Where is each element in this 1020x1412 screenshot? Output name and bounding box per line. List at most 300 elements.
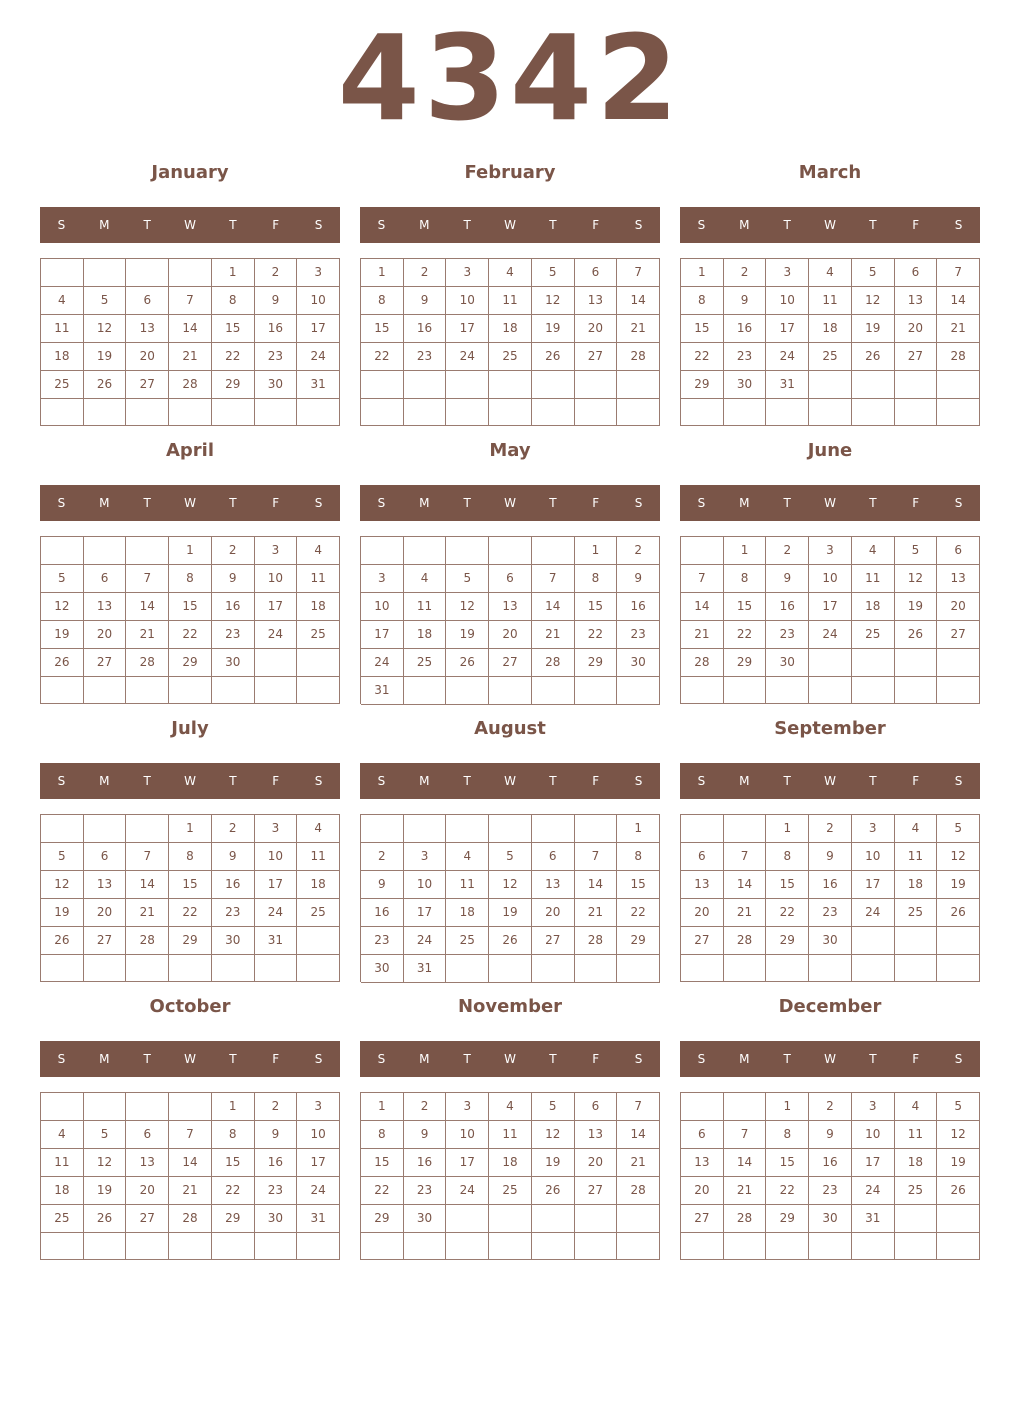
empty-cell — [361, 815, 404, 843]
day-cell: 21 — [681, 621, 724, 649]
weekday-label: F — [272, 218, 280, 232]
day-cell: 28 — [617, 343, 660, 371]
day-cell: 4 — [446, 843, 489, 871]
day-cell: 18 — [41, 343, 84, 371]
day-cell: 8 — [766, 843, 809, 871]
day-grid — [360, 1092, 660, 1260]
weekday-label: F — [592, 774, 600, 788]
day-cell: 28 — [937, 343, 980, 371]
day-cell: 24 — [809, 621, 852, 649]
day-cell: 17 — [404, 899, 447, 927]
day-cell: 18 — [489, 315, 532, 343]
day-cell: 16 — [404, 1149, 447, 1177]
empty-cell — [532, 399, 575, 427]
empty-cell — [895, 677, 938, 704]
day-cell: 26 — [852, 343, 895, 371]
weekday-label: M — [99, 1052, 110, 1066]
day-cell: 14 — [575, 871, 618, 899]
day-cell: 12 — [41, 593, 84, 621]
day-cell: 27 — [895, 343, 938, 371]
empty-cell — [681, 1233, 724, 1260]
day-cell: 9 — [809, 1121, 852, 1149]
day-cell: 27 — [84, 649, 127, 677]
day-cell: 31 — [255, 927, 298, 955]
day-cell: 10 — [255, 843, 298, 871]
weekday-label: W — [504, 774, 516, 788]
day-cell: 20 — [575, 315, 618, 343]
weekday-label: T — [463, 218, 471, 232]
empty-cell — [852, 955, 895, 982]
weekday-label: T — [463, 496, 471, 510]
day-cell: 30 — [809, 1205, 852, 1233]
empty-cell — [212, 955, 255, 982]
day-cell: 26 — [532, 1177, 575, 1205]
weekday-label: S — [697, 496, 706, 510]
day-cell: 13 — [126, 315, 169, 343]
weekday-label: S — [57, 1052, 66, 1066]
day-cell: 14 — [126, 871, 169, 899]
day-cell: 19 — [489, 899, 532, 927]
day-cell: 24 — [297, 1177, 340, 1205]
day-cell: 27 — [575, 1177, 618, 1205]
day-cell: 29 — [766, 1205, 809, 1233]
weekday-label: T — [869, 1052, 877, 1066]
empty-cell — [575, 371, 618, 399]
day-cell: 11 — [297, 565, 340, 593]
weekday-label: F — [272, 774, 280, 788]
day-cell: 31 — [297, 371, 340, 399]
weekday-label: F — [912, 1052, 920, 1066]
day-grid — [360, 814, 660, 982]
day-cell: 23 — [361, 927, 404, 955]
day-cell: 17 — [446, 1149, 489, 1177]
empty-cell — [489, 815, 532, 843]
empty-cell — [895, 649, 938, 677]
day-cell: 16 — [724, 315, 767, 343]
day-cell: 22 — [575, 621, 618, 649]
day-cell: 28 — [575, 927, 618, 955]
weekday-label: F — [272, 1052, 280, 1066]
weekday-label: F — [912, 496, 920, 510]
day-cell: 2 — [212, 815, 255, 843]
day-cell: 1 — [212, 259, 255, 287]
empty-cell — [126, 537, 169, 565]
day-cell: 17 — [809, 593, 852, 621]
day-cell: 9 — [809, 843, 852, 871]
day-cell: 11 — [489, 287, 532, 315]
day-cell: 26 — [532, 343, 575, 371]
day-cell: 19 — [446, 621, 489, 649]
day-cell: 23 — [404, 1177, 447, 1205]
day-cell: 29 — [575, 649, 618, 677]
weekday-header — [360, 485, 660, 521]
day-cell: 16 — [617, 593, 660, 621]
day-cell: 6 — [84, 565, 127, 593]
day-cell: 5 — [84, 1121, 127, 1149]
day-cell: 10 — [404, 871, 447, 899]
day-cell: 21 — [724, 899, 767, 927]
weekday-header — [40, 763, 340, 799]
weekday-label: T — [783, 218, 791, 232]
empty-cell — [852, 649, 895, 677]
weekday-header — [360, 1041, 660, 1077]
day-cell: 4 — [297, 537, 340, 565]
day-cell: 9 — [212, 565, 255, 593]
day-cell: 3 — [852, 815, 895, 843]
weekday-label: M — [419, 218, 430, 232]
empty-cell — [169, 1093, 212, 1121]
day-cell: 31 — [766, 371, 809, 399]
day-cell: 27 — [489, 649, 532, 677]
weekday-label: S — [314, 496, 323, 510]
day-cell: 25 — [404, 649, 447, 677]
empty-cell — [126, 259, 169, 287]
empty-cell — [766, 955, 809, 982]
day-cell: 22 — [766, 1177, 809, 1205]
day-cell: 4 — [41, 1121, 84, 1149]
empty-cell — [617, 955, 660, 983]
empty-cell — [446, 1233, 489, 1260]
day-cell: 13 — [681, 1149, 724, 1177]
empty-cell — [361, 371, 404, 399]
day-cell: 5 — [532, 1093, 575, 1121]
day-cell: 27 — [126, 1205, 169, 1233]
empty-cell — [937, 1233, 980, 1260]
empty-cell — [809, 955, 852, 982]
day-cell: 25 — [895, 1177, 938, 1205]
day-cell: 22 — [681, 343, 724, 371]
day-cell: 16 — [212, 871, 255, 899]
weekday-label: S — [377, 496, 386, 510]
weekday-label: S — [377, 774, 386, 788]
day-cell: 10 — [255, 565, 298, 593]
day-cell: 2 — [404, 259, 447, 287]
day-cell: 24 — [255, 899, 298, 927]
day-cell: 12 — [84, 315, 127, 343]
day-cell: 11 — [895, 843, 938, 871]
empty-cell — [41, 259, 84, 287]
day-cell: 16 — [255, 1149, 298, 1177]
empty-cell — [84, 955, 127, 982]
day-cell: 3 — [255, 815, 298, 843]
empty-cell — [446, 677, 489, 705]
day-cell: 26 — [41, 927, 84, 955]
day-grid — [680, 1092, 980, 1260]
day-cell: 5 — [489, 843, 532, 871]
day-cell: 16 — [809, 1149, 852, 1177]
day-cell: 15 — [212, 1149, 255, 1177]
weekday-label: T — [869, 774, 877, 788]
empty-cell — [895, 371, 938, 399]
day-cell: 12 — [937, 843, 980, 871]
day-cell: 21 — [169, 343, 212, 371]
weekday-label: T — [549, 496, 557, 510]
day-cell: 16 — [766, 593, 809, 621]
day-cell: 17 — [361, 621, 404, 649]
weekday-header — [40, 1041, 340, 1077]
empty-cell — [41, 1093, 84, 1121]
day-cell: 5 — [41, 843, 84, 871]
day-cell: 9 — [404, 287, 447, 315]
day-cell: 12 — [489, 871, 532, 899]
weekday-label: S — [634, 218, 643, 232]
month-name: March — [798, 162, 862, 183]
empty-cell — [617, 371, 660, 399]
day-cell: 10 — [852, 1121, 895, 1149]
day-cell: 15 — [766, 1149, 809, 1177]
day-cell: 1 — [361, 259, 404, 287]
day-cell: 13 — [126, 1149, 169, 1177]
day-cell: 13 — [532, 871, 575, 899]
day-cell: 8 — [681, 287, 724, 315]
day-cell: 30 — [766, 649, 809, 677]
weekday-label: T — [143, 218, 151, 232]
day-cell: 17 — [297, 1149, 340, 1177]
day-cell: 8 — [617, 843, 660, 871]
day-cell: 12 — [532, 1121, 575, 1149]
day-cell: 19 — [84, 1177, 127, 1205]
weekday-label: T — [549, 218, 557, 232]
weekday-label: M — [739, 1052, 750, 1066]
day-cell: 8 — [575, 565, 618, 593]
empty-cell — [404, 399, 447, 427]
weekday-label: S — [634, 496, 643, 510]
day-cell: 7 — [724, 843, 767, 871]
weekday-header — [40, 207, 340, 243]
day-cell: 12 — [446, 593, 489, 621]
weekday-label: S — [954, 496, 963, 510]
weekday-label: T — [229, 774, 237, 788]
empty-cell — [937, 399, 980, 426]
day-cell: 17 — [446, 315, 489, 343]
day-cell: 13 — [84, 593, 127, 621]
day-cell: 19 — [41, 621, 84, 649]
day-cell: 29 — [361, 1205, 404, 1233]
empty-cell — [255, 649, 298, 677]
weekday-label: M — [419, 1052, 430, 1066]
day-cell: 21 — [532, 621, 575, 649]
day-cell: 14 — [724, 1149, 767, 1177]
day-cell: 26 — [895, 621, 938, 649]
weekday-label: S — [57, 218, 66, 232]
empty-cell — [361, 1233, 404, 1260]
day-cell: 2 — [809, 1093, 852, 1121]
day-cell: 28 — [169, 371, 212, 399]
day-cell: 17 — [297, 315, 340, 343]
day-cell: 24 — [297, 343, 340, 371]
empty-cell — [809, 1233, 852, 1260]
day-cell: 4 — [895, 1093, 938, 1121]
day-cell: 22 — [361, 343, 404, 371]
day-cell: 10 — [446, 1121, 489, 1149]
day-cell: 15 — [617, 871, 660, 899]
empty-cell — [297, 927, 340, 955]
day-cell: 6 — [575, 1093, 618, 1121]
empty-cell — [617, 1205, 660, 1233]
month-name: July — [171, 718, 209, 739]
day-cell: 27 — [681, 927, 724, 955]
day-cell: 7 — [126, 843, 169, 871]
empty-cell — [852, 371, 895, 399]
day-cell: 26 — [84, 1205, 127, 1233]
day-cell: 11 — [809, 287, 852, 315]
month-name: November — [457, 996, 563, 1017]
empty-cell — [532, 815, 575, 843]
day-cell: 11 — [297, 843, 340, 871]
day-cell: 9 — [617, 565, 660, 593]
day-cell: 20 — [126, 1177, 169, 1205]
day-cell: 23 — [766, 621, 809, 649]
empty-cell — [532, 1205, 575, 1233]
empty-cell — [489, 677, 532, 705]
day-cell: 30 — [361, 955, 404, 983]
weekday-label: S — [634, 774, 643, 788]
empty-cell — [297, 649, 340, 677]
day-cell: 3 — [255, 537, 298, 565]
day-cell: 8 — [212, 1121, 255, 1149]
day-cell: 1 — [212, 1093, 255, 1121]
day-cell: 21 — [169, 1177, 212, 1205]
weekday-label: W — [824, 1052, 836, 1066]
day-cell: 11 — [895, 1121, 938, 1149]
empty-cell — [41, 537, 84, 565]
day-cell: 20 — [532, 899, 575, 927]
day-cell: 5 — [41, 565, 84, 593]
day-cell: 29 — [724, 649, 767, 677]
empty-cell — [575, 399, 618, 427]
day-cell: 31 — [361, 677, 404, 705]
day-cell: 21 — [937, 315, 980, 343]
weekday-label: W — [184, 218, 196, 232]
day-cell: 5 — [446, 565, 489, 593]
weekday-label: S — [314, 1052, 323, 1066]
empty-cell — [766, 1233, 809, 1260]
empty-cell — [681, 537, 724, 565]
day-cell: 24 — [766, 343, 809, 371]
empty-cell — [446, 1205, 489, 1233]
day-cell: 5 — [532, 259, 575, 287]
day-cell: 15 — [212, 315, 255, 343]
day-cell: 8 — [361, 1121, 404, 1149]
day-cell: 8 — [212, 287, 255, 315]
day-cell: 6 — [937, 537, 980, 565]
empty-cell — [446, 371, 489, 399]
day-cell: 28 — [126, 927, 169, 955]
empty-cell — [937, 927, 980, 955]
day-cell: 6 — [84, 843, 127, 871]
empty-cell — [724, 1093, 767, 1121]
empty-cell — [489, 537, 532, 565]
day-cell: 27 — [575, 343, 618, 371]
day-cell: 4 — [809, 259, 852, 287]
empty-cell — [297, 677, 340, 704]
empty-cell — [446, 537, 489, 565]
day-cell: 1 — [766, 1093, 809, 1121]
day-cell: 4 — [404, 565, 447, 593]
empty-cell — [532, 677, 575, 705]
day-cell: 2 — [404, 1093, 447, 1121]
day-cell: 2 — [617, 537, 660, 565]
day-cell: 21 — [126, 899, 169, 927]
day-cell: 17 — [255, 871, 298, 899]
day-cell: 23 — [404, 343, 447, 371]
day-cell: 25 — [41, 1205, 84, 1233]
weekday-label: S — [697, 1052, 706, 1066]
day-cell: 25 — [41, 371, 84, 399]
day-cell: 19 — [937, 871, 980, 899]
day-grid — [360, 536, 660, 704]
day-cell: 15 — [361, 1149, 404, 1177]
empty-cell — [489, 371, 532, 399]
day-cell: 14 — [681, 593, 724, 621]
empty-cell — [255, 677, 298, 704]
day-cell: 5 — [84, 287, 127, 315]
day-cell: 20 — [937, 593, 980, 621]
day-cell: 8 — [724, 565, 767, 593]
day-cell: 28 — [617, 1177, 660, 1205]
empty-cell — [84, 815, 127, 843]
day-cell: 11 — [852, 565, 895, 593]
day-cell: 26 — [41, 649, 84, 677]
month-name: August — [474, 718, 546, 739]
day-cell: 25 — [895, 899, 938, 927]
day-cell: 13 — [575, 287, 618, 315]
day-cell: 22 — [169, 899, 212, 927]
weekday-label: T — [463, 1052, 471, 1066]
day-cell: 16 — [809, 871, 852, 899]
month-name: April — [165, 440, 215, 461]
weekday-label: S — [634, 1052, 643, 1066]
day-cell: 1 — [681, 259, 724, 287]
day-cell: 13 — [937, 565, 980, 593]
empty-cell — [617, 1233, 660, 1260]
weekday-label: T — [783, 496, 791, 510]
day-cell: 14 — [617, 1121, 660, 1149]
day-cell: 6 — [126, 1121, 169, 1149]
day-cell: 2 — [724, 259, 767, 287]
empty-cell — [724, 1233, 767, 1260]
empty-cell — [446, 815, 489, 843]
day-cell: 27 — [532, 927, 575, 955]
empty-cell — [212, 399, 255, 426]
empty-cell — [84, 1233, 127, 1260]
day-cell: 30 — [212, 649, 255, 677]
day-cell: 19 — [937, 1149, 980, 1177]
empty-cell — [404, 677, 447, 705]
weekday-label: S — [57, 496, 66, 510]
weekday-label: S — [954, 218, 963, 232]
day-cell: 9 — [255, 1121, 298, 1149]
day-cell: 30 — [255, 1205, 298, 1233]
empty-cell — [489, 399, 532, 427]
empty-cell — [126, 955, 169, 982]
weekday-label: T — [143, 1052, 151, 1066]
weekday-label: T — [783, 1052, 791, 1066]
day-cell: 22 — [169, 621, 212, 649]
day-cell: 5 — [852, 259, 895, 287]
day-cell: 29 — [169, 927, 212, 955]
month-name: May — [489, 440, 531, 461]
weekday-label: M — [99, 218, 110, 232]
day-cell: 29 — [212, 1205, 255, 1233]
weekday-label: T — [783, 774, 791, 788]
day-cell: 2 — [255, 1093, 298, 1121]
empty-cell — [617, 677, 660, 705]
empty-cell — [575, 815, 618, 843]
weekday-label: F — [592, 1052, 600, 1066]
day-cell: 11 — [489, 1121, 532, 1149]
empty-cell — [937, 1205, 980, 1233]
